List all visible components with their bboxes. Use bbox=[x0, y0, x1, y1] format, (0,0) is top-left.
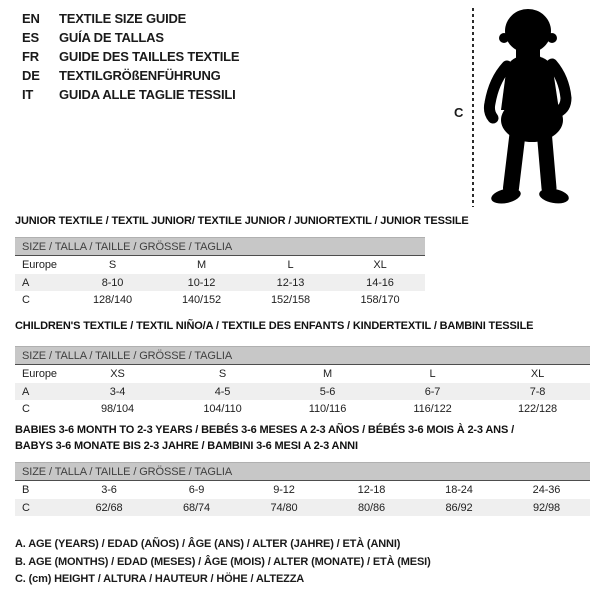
babies-table-title bbox=[15, 422, 514, 454]
table-cell: 122/128 bbox=[517, 402, 558, 415]
table-cell: XL bbox=[530, 368, 545, 380]
language-code: FR bbox=[22, 49, 39, 64]
table-cell: M bbox=[196, 259, 207, 271]
language-text: GUIDA ALLE TAGLIE TESSILI bbox=[59, 87, 236, 102]
table-cell: 10-12 bbox=[157, 274, 246, 291]
table-cell: 12-13 bbox=[246, 274, 335, 291]
language-row-es bbox=[22, 28, 239, 47]
language-code: DE bbox=[22, 68, 40, 83]
junior-size-table bbox=[15, 256, 425, 308]
table-cell: 92/98 bbox=[503, 499, 590, 516]
table-cell: 24-36 bbox=[532, 484, 561, 496]
children-table bbox=[15, 346, 590, 417]
table-cell: 18-24 bbox=[445, 484, 473, 496]
table-cell: L bbox=[429, 368, 436, 380]
table-cell: 158/170 bbox=[360, 293, 400, 306]
language-list bbox=[22, 9, 239, 104]
table-cell: 7-8 bbox=[485, 383, 590, 400]
table-cell: M bbox=[322, 368, 333, 380]
table-row bbox=[15, 256, 425, 274]
table-cell: XL bbox=[373, 259, 387, 271]
baby-silhouette-icon bbox=[480, 8, 586, 208]
table-cell: S bbox=[218, 368, 227, 380]
height-dotted-line bbox=[472, 8, 474, 207]
language-row-fr bbox=[22, 47, 239, 66]
babies-title-line1: BABIES 3-6 MONTH TO 2-3 YEARS / BEBÉS 3-6 MESES A 2-3 AÑOS / BÉBÉS 3-6 MOIS À 2-3 ANS / bbox=[15, 424, 514, 436]
babies-size-header-bar: SIZE / TALLA / TAILLE / GRÖSSE / TAGLIA bbox=[15, 462, 590, 481]
language-text: GUÍA DE TALLAS bbox=[59, 30, 164, 45]
children-size-header-bar: SIZE / TALLA / TAILLE / GRÖSSE / TAGLIA bbox=[15, 346, 590, 365]
babies-size-table bbox=[15, 481, 590, 516]
junior-table bbox=[15, 237, 425, 308]
row-label: C bbox=[22, 293, 30, 306]
table-row bbox=[15, 274, 425, 291]
table-cell: XS bbox=[110, 368, 125, 380]
table-cell: 3-4 bbox=[65, 383, 170, 400]
table-cell: 6-7 bbox=[380, 383, 485, 400]
table-cell: 4-5 bbox=[170, 383, 275, 400]
legend-line-b: B. AGE (MONTHS) / EDAD (MESES) / ÂGE (MOIS) / ALTER (MONATE) / ETÀ (MESI) bbox=[15, 555, 431, 568]
language-text: TEXTILGRÖßENFÜHRUNG bbox=[59, 68, 221, 83]
table-row bbox=[15, 291, 425, 308]
children-table-title: CHILDREN'S TEXTILE / TEXTIL NIÑO/A / TEXTILE DES ENFANTS / KINDERTEXTIL / BAMBINI TESSILE bbox=[15, 320, 534, 332]
language-text: GUIDE DES TAILLES TEXTILE bbox=[59, 49, 240, 64]
table-cell: 104/110 bbox=[203, 402, 242, 415]
language-row-en bbox=[22, 9, 239, 28]
row-label: C bbox=[15, 499, 65, 516]
table-cell: 6-9 bbox=[188, 484, 205, 496]
table-cell: 152/158 bbox=[270, 293, 311, 306]
table-cell: 3-6 bbox=[101, 484, 117, 496]
legend bbox=[15, 536, 431, 589]
row-label: Europe bbox=[22, 368, 57, 380]
table-cell: 110/116 bbox=[308, 402, 347, 415]
legend-line-c: C. (cm) HEIGHT / ALTURA / HAUTEUR / HÖHE / ALTEZZA bbox=[15, 573, 305, 585]
table-row bbox=[15, 481, 590, 499]
table-cell: 68/74 bbox=[153, 499, 240, 516]
height-measure-label: C bbox=[454, 105, 464, 120]
language-code: EN bbox=[22, 11, 40, 26]
table-cell: 9-12 bbox=[273, 484, 295, 496]
language-row-it bbox=[22, 85, 239, 104]
table-cell: S bbox=[108, 259, 117, 271]
language-code: IT bbox=[22, 87, 34, 102]
table-cell: 74/80 bbox=[240, 499, 328, 516]
table-cell: 86/92 bbox=[415, 499, 503, 516]
language-code: ES bbox=[22, 30, 39, 45]
table-cell: 128/140 bbox=[92, 293, 133, 306]
baby-silhouette bbox=[480, 8, 586, 208]
table-cell: 98/104 bbox=[100, 402, 135, 415]
babies-table bbox=[15, 462, 590, 516]
legend-line-a: A. AGE (YEARS) / EDAD (AÑOS) / ÂGE (ANS) / ALTER (JAHRE) / ETÀ (ANNI) bbox=[15, 538, 401, 550]
junior-table-title: JUNIOR TEXTILE / TEXTIL JUNIOR/ TEXTILE JUNIOR / JUNIORTEXTIL / JUNIOR TESSILE bbox=[15, 215, 469, 227]
row-label: C bbox=[22, 402, 30, 415]
junior-size-header-bar: SIZE / TALLA / TAILLE / GRÖSSE / TAGLIA bbox=[15, 237, 425, 256]
table-row bbox=[15, 499, 590, 516]
table-row bbox=[15, 383, 590, 400]
table-row bbox=[15, 400, 590, 417]
row-label: A bbox=[15, 274, 68, 291]
children-size-table bbox=[15, 365, 590, 417]
row-label: A bbox=[15, 383, 65, 400]
table-cell: 80/86 bbox=[328, 499, 415, 516]
table-cell: 116/122 bbox=[413, 402, 452, 415]
row-label: B bbox=[22, 484, 30, 496]
language-row-de bbox=[22, 66, 239, 85]
table-cell: 5-6 bbox=[275, 383, 380, 400]
table-cell: L bbox=[287, 259, 294, 271]
table-cell: 14-16 bbox=[335, 274, 425, 291]
table-row bbox=[15, 365, 590, 383]
table-cell: 12-18 bbox=[357, 484, 386, 496]
babies-title-line2: BABYS 3-6 MONATE BIS 2-3 JAHRE / BAMBINI 3-6 MESI A 2-3 ANNI bbox=[15, 440, 358, 452]
table-cell: 8-10 bbox=[68, 274, 157, 291]
table-cell: 140/152 bbox=[181, 293, 222, 306]
row-label: Europe bbox=[22, 259, 57, 271]
table-cell: 62/68 bbox=[65, 499, 153, 516]
language-text: TEXTILE SIZE GUIDE bbox=[59, 11, 187, 26]
